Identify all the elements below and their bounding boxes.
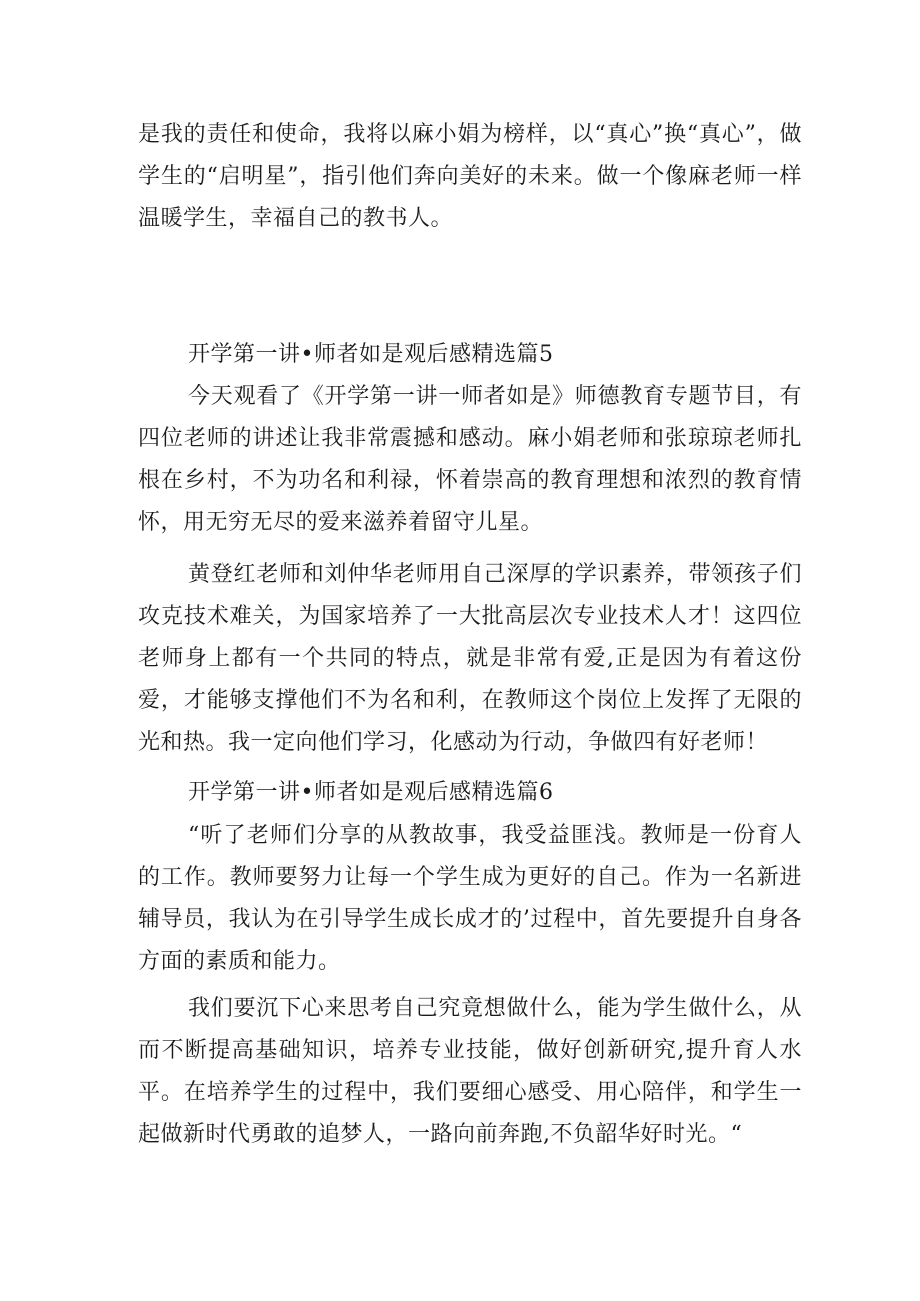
- paragraph-improve-skills: 我们要沉下心来思考自己究竟想做什么，能为学生做什么，从而不断提高基础知识，培养专业技能，做好创新研究,提升育人水平。在培养学生的过程中，我们要细心感受、用心陪伴，和学生一起做新时代勇敢的追梦人，一路向前奔跑,不负韶华好时光。“: [138, 996, 802, 1147]
- paragraph-teacher-stories: “听了老师们分享的从教故事，我受益匪浅。教师是一份育人的工作。教师要努力让每一个学生成为更好的自己。作为一名新进辅导员，我认为在引导学生成长成才的’过程中，首先要提升自身各方面的素质和能力。: [138, 823, 802, 974]
- paragraph-teachers-love: 黄登红老师和刘仲华老师用自己深厚的学识素养，带领孩子们攻克技术难关，为国家培养了一大批高层次专业技术人才！这四位老师身上都有一个共同的特点，就是非常有爱,正是因为有着这份爱，才能够支撑他们不为名和利，在教师这个岗位上发挥了无限的光和热。我一定向他们学习，化感动为行动，争做四有好老师！: [138, 562, 802, 755]
- section-heading-5: 开学第一讲•师者如是观后感精选篇5: [188, 342, 554, 367]
- paragraph-responsibility: 是我的责任和使命，我将以麻小娟为榜样，以“真心”换“真心”，做学生的“启明星”，指引他们奔向美好的未来。做一个像麻老师一样温暖学生，幸福自己的教书人。: [138, 122, 802, 231]
- paragraph-program-intro: 今天观看了《开学第一讲一师者如是》师德教育专题节目，有四位老师的讲述让我非常震撼和感动。麻小娟老师和张琼琼老师扎根在乡村，不为功名和利禄，怀着崇高的教育理想和浓烈的教育情怀，用无穷无尽的爱来滋养着留守儿星。: [138, 384, 802, 535]
- section-heading-6: 开学第一讲•师者如是观后感精选篇6: [188, 780, 554, 805]
